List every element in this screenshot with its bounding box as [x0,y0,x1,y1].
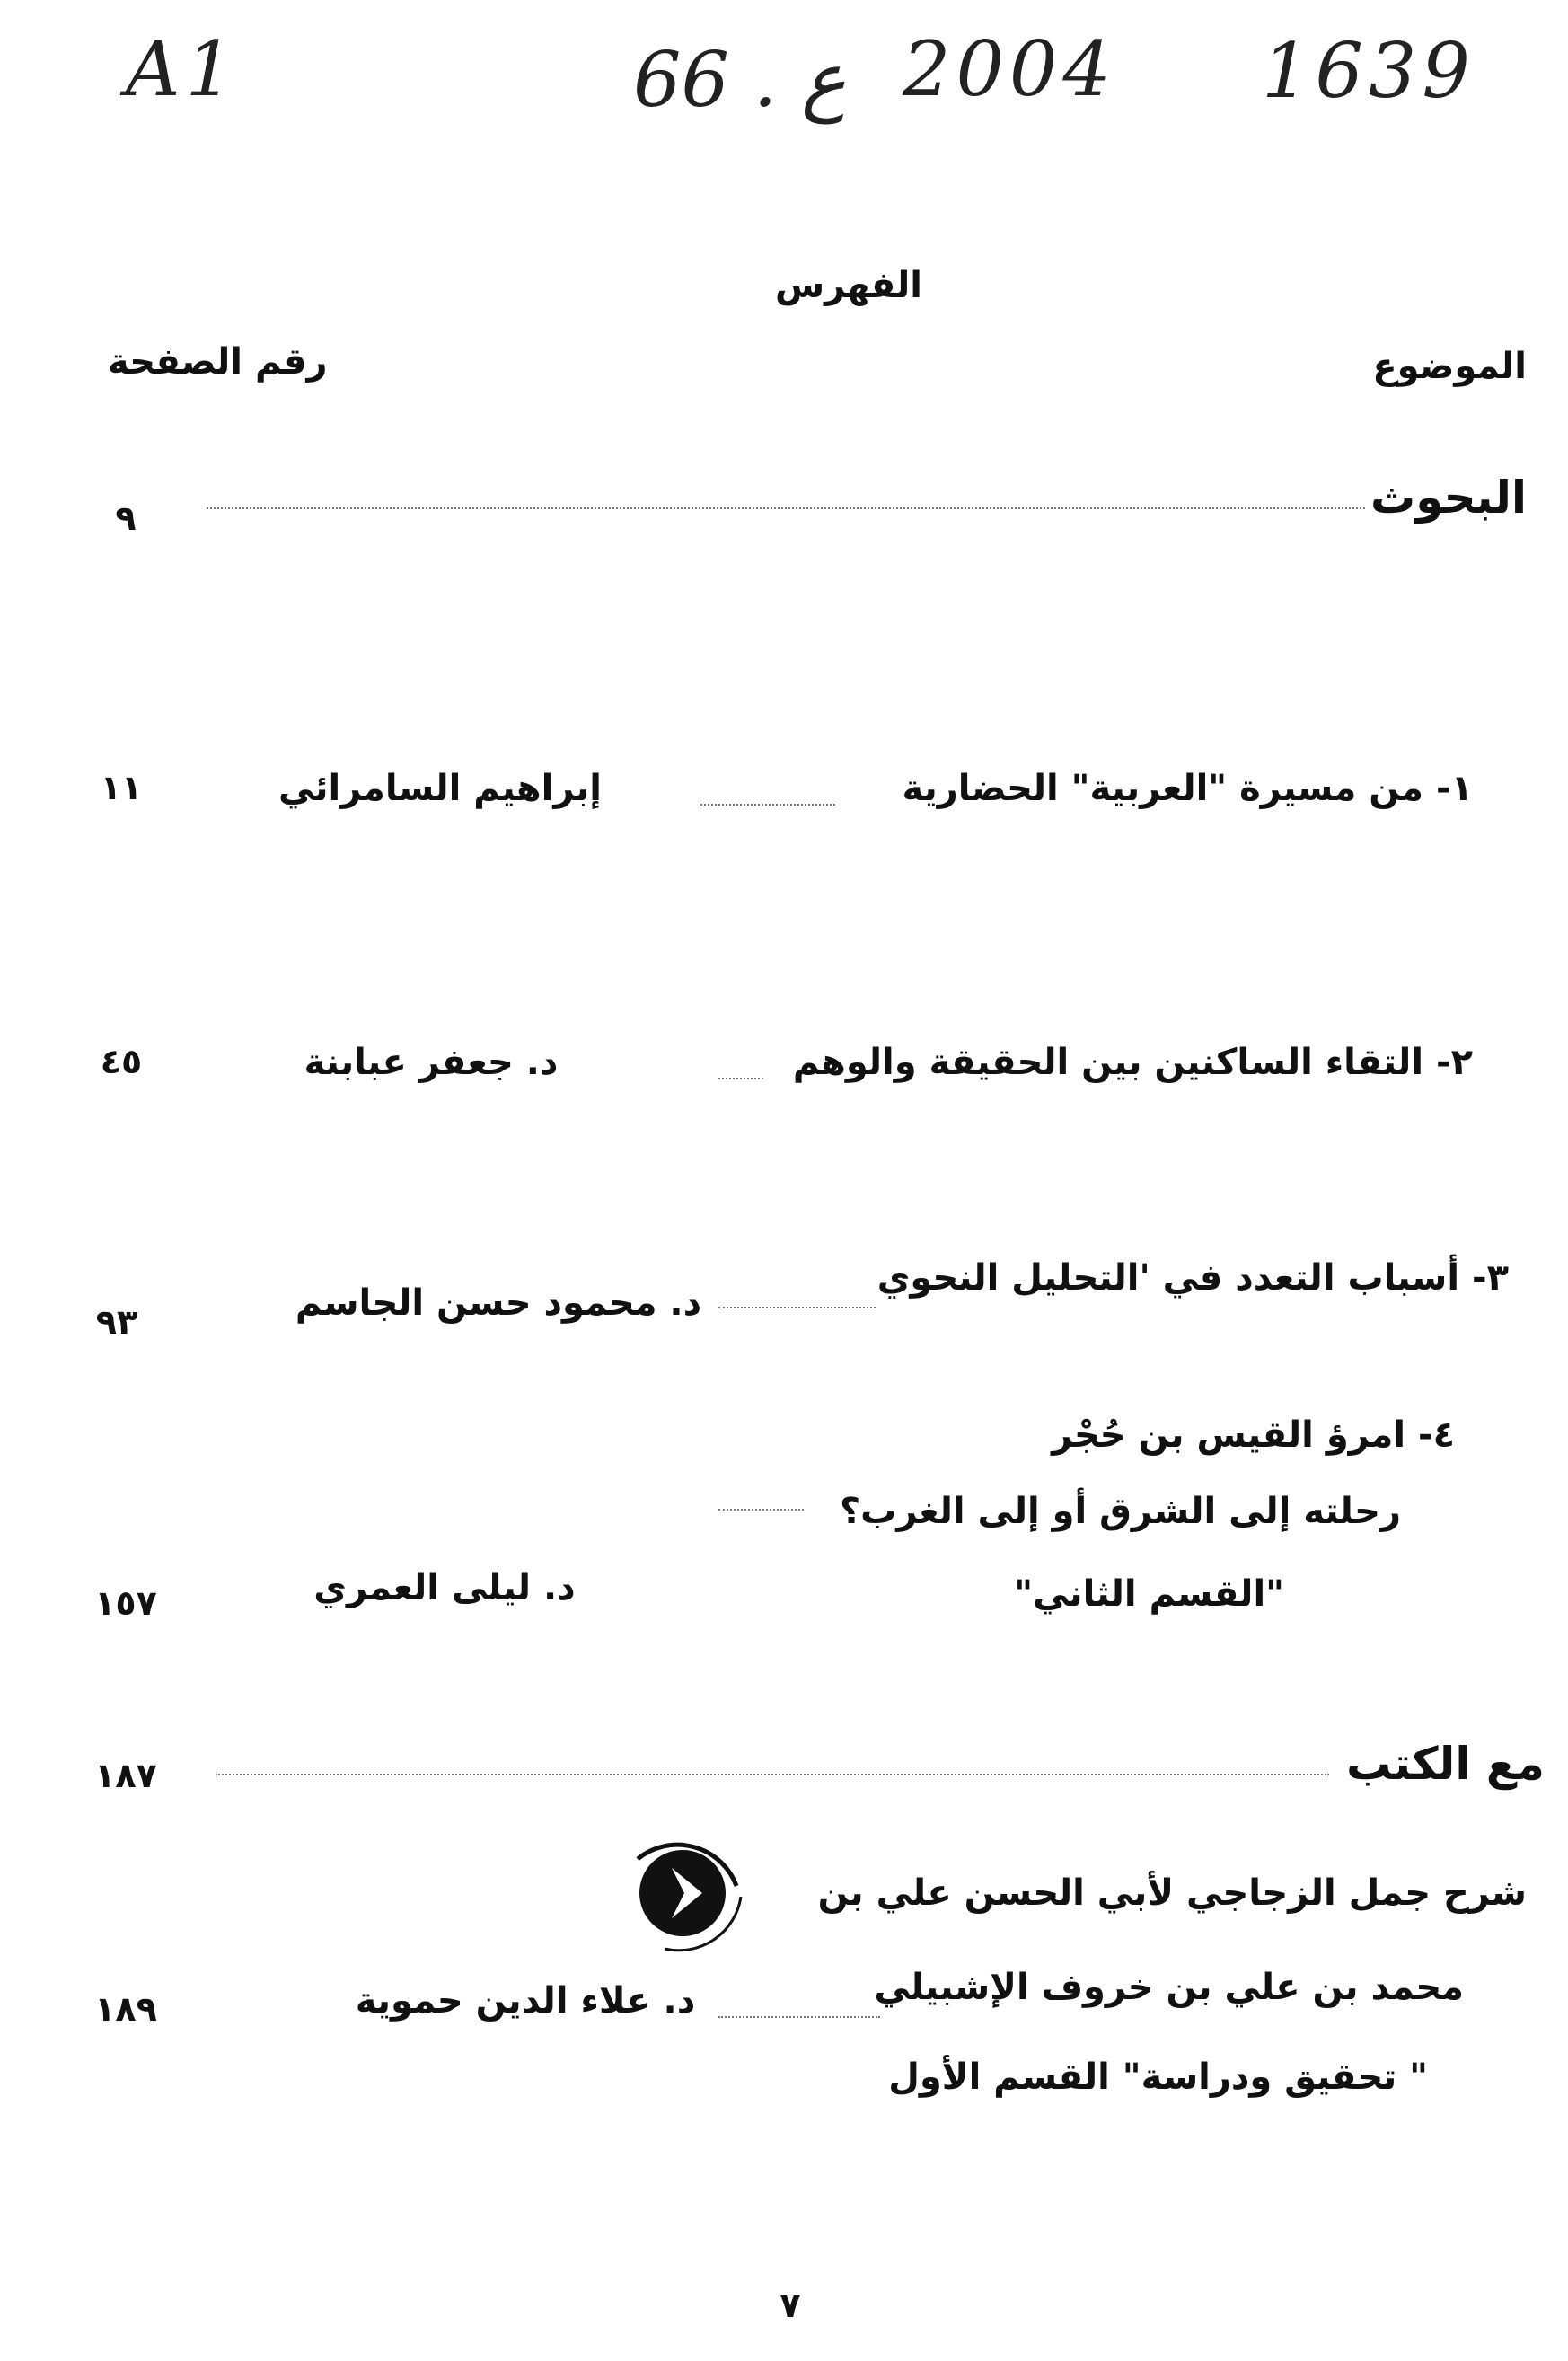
dotted-leader [718,2016,880,2018]
page-number: ١١ [100,768,143,807]
entry-title-line: محمد بن علي بن خروف الإشبيلي [874,1967,1464,2008]
entry-author: إبراهيم السامرائي [278,768,602,809]
entry-title-line: " تحقيق ودراسة" القسم الأول [888,2057,1428,2098]
handwritten-number: 1639 [1262,27,1476,115]
dotted-leader [207,507,1365,509]
entry-title-line: شرح جمل الزجاجي لأبي الحسن علي بن [817,1872,1527,1914]
handwritten-issue: 66 . ع [633,36,847,124]
section-heading-research: البحوث [1370,471,1527,524]
page-title: الفهرس [774,265,922,306]
dotted-leader [718,1307,876,1308]
entry-author: د. جعفر عبابنة [304,1042,559,1083]
page-number: ١٥٧ [94,1583,157,1623]
entry-title-line: ٤- امرؤ القيس بن حُجْر [1052,1414,1455,1456]
entry-title: ٢- التقاء الساكنين بين الحقيقة والوهم [792,1042,1473,1083]
entry-title: ٣- أسباب التعدد في 'التحليل النحوي [876,1257,1509,1299]
page-number: ١٨٧ [94,1756,157,1795]
entry-author: د. محمود حسن الجاسم [295,1282,702,1324]
entry-title-line: "القسم الثاني" [1014,1573,1284,1615]
journal-logo-icon [602,1823,754,1958]
dotted-leader [718,1078,763,1079]
page-number: ١٨٩ [94,1989,157,2029]
dotted-leader [700,804,835,806]
page-number: ٩ [115,498,137,538]
column-header-topic: الموضوع [1372,346,1527,387]
dotted-leader [718,1509,804,1511]
footer-page-number: ٧ [780,2286,801,2325]
entry-title-line: رحلته إلى الشرق أو إلى الغرب؟ [839,1491,1401,1532]
entry-title: ١- من مسيرة "العربية" الحضارية [902,768,1473,809]
handwritten-year: 2004 [903,25,1116,113]
handwritten-code: A1 [126,25,240,113]
page-number: ٩٣ [95,1302,138,1342]
section-heading-books: مع الكتب [1346,1738,1545,1790]
page-number: ٤٥ [100,1042,143,1081]
entry-author: د. ليلى العمري [313,1567,576,1608]
column-header-page: رقم الصفحة [108,341,328,383]
entry-author: د. علاء الدين حموية [355,1980,696,2022]
dotted-leader [216,1774,1329,1775]
